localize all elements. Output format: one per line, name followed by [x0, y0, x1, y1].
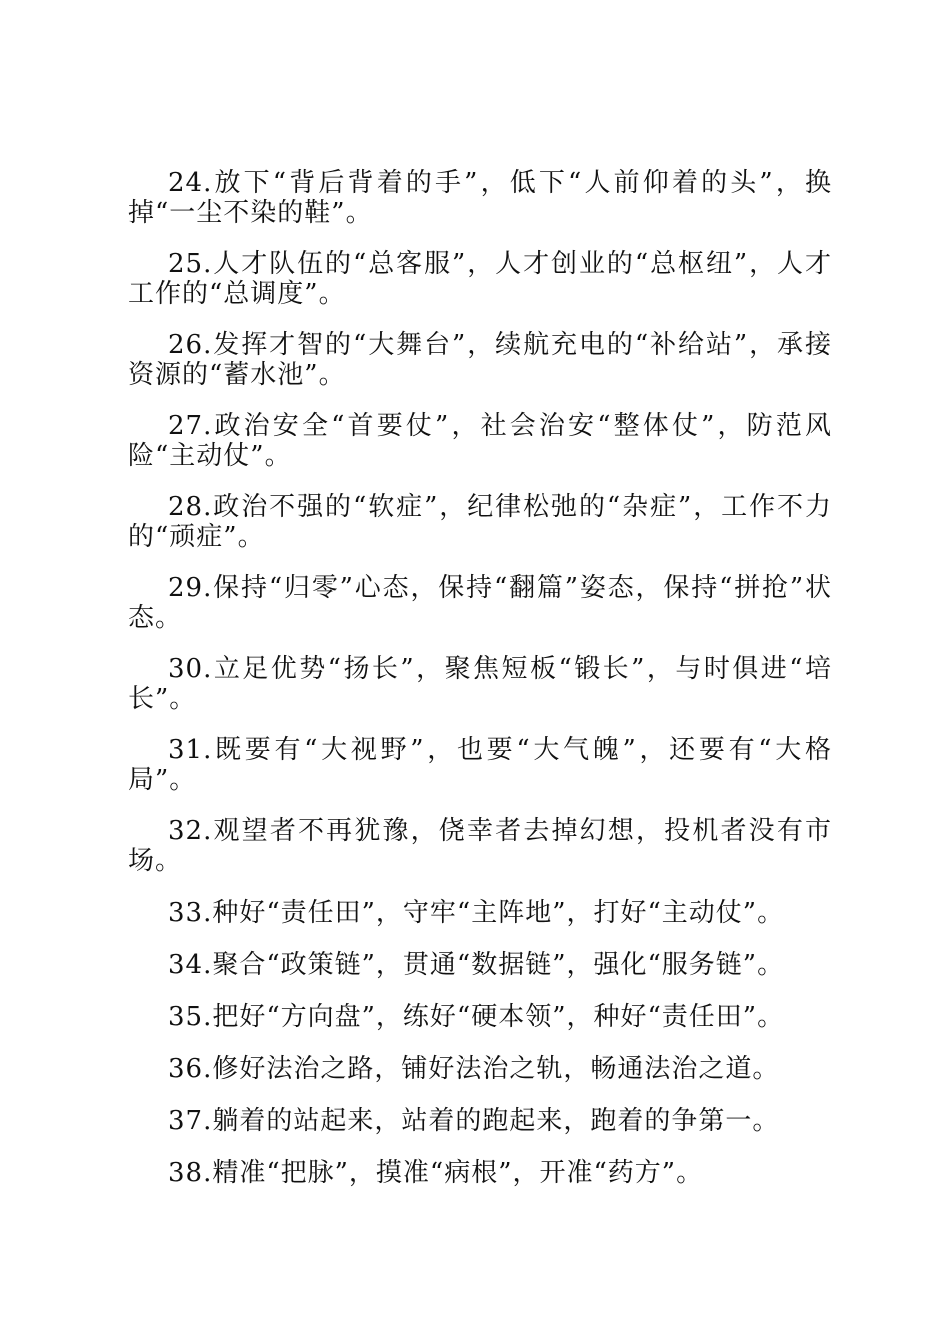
list-item-36: 36.修好法治之路，铺好法治之轨，畅通法治之道。 [168, 1054, 780, 1084]
list-item-26: 26.发挥才智的“大舞台”，续航充电的“补给站”，承接资源的“蓄水池”。 [128, 330, 832, 390]
list-item-37: 37.躺着的站起来，站着的跑起来，跑着的争第一。 [168, 1106, 780, 1136]
list-item-30: 30.立足优势“扬长”，聚焦短板“锻长”，与时俱进“培长”。 [128, 654, 832, 714]
document-body [128, 168, 832, 1210]
list-item-24: 24.放下“背后背着的手”，低下“人前仰着的头”，换掉“一尘不染的鞋”。 [128, 168, 832, 228]
list-item-32: 32.观望者不再犹豫，侥幸者去掉幻想，投机者没有市场。 [128, 816, 832, 876]
list-item-33: 33.种好“责任田”，守牢“主阵地”，打好“主动仗”。 [168, 898, 785, 928]
list-item-31: 31.既要有“大视野”，也要“大气魄”，还要有“大格局”。 [128, 735, 832, 795]
list-item-35: 35.把好“方向盘”，练好“硬本领”，种好“责任田”。 [168, 1002, 785, 1032]
list-item-25: 25.人才队伍的“总客服”，人才创业的“总枢纽”，人才工作的“总调度”。 [128, 249, 832, 309]
list-item-38: 38.精准“把脉”，摸准“病根”，开准“药方”。 [168, 1158, 704, 1188]
list-item-34: 34.聚合“政策链”，贯通“数据链”，强化“服务链”。 [168, 950, 785, 980]
list-item-28: 28.政治不强的“软症”，纪律松弛的“杂症”，工作不力的“顽症”。 [128, 492, 832, 552]
list-item-27: 27.政治安全“首要仗”，社会治安“整体仗”，防范风险“主动仗”。 [128, 411, 832, 471]
list-item-29: 29.保持“归零”心态，保持“翻篇”姿态，保持“拼抢”状态。 [128, 573, 832, 633]
